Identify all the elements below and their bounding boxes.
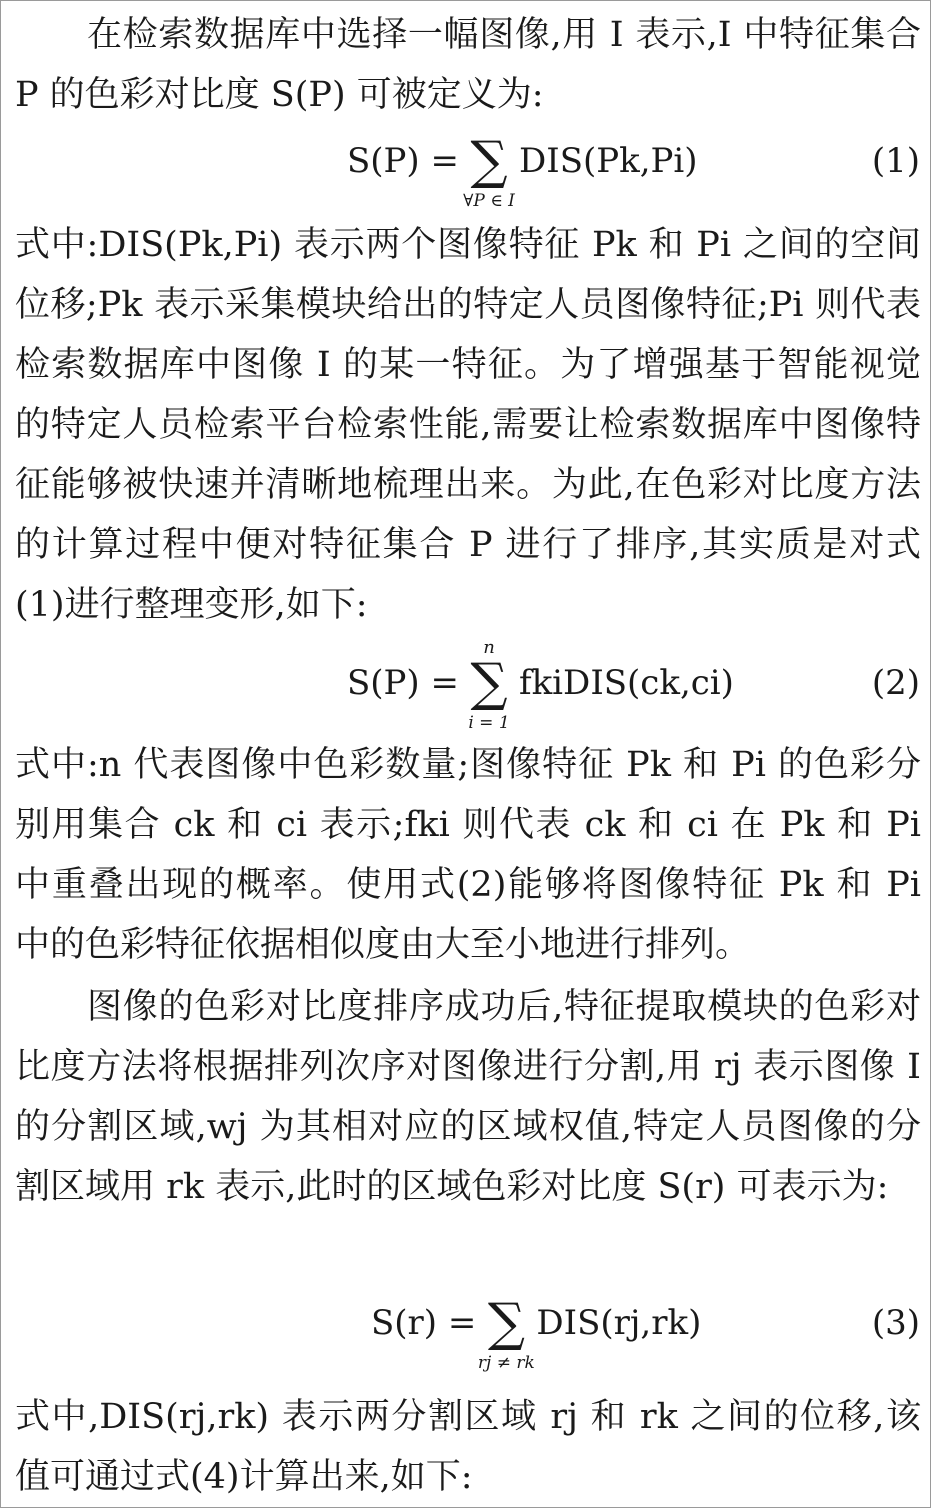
equation-1-rhs: DIS(Pk,Pi) <box>519 141 698 181</box>
equation-1-number: (1) <box>871 141 920 181</box>
equation-2-sum-upper: n <box>483 637 495 658</box>
paragraph-1 <box>15 5 921 125</box>
equation-1-lhs: S(P) = <box>347 141 459 181</box>
equation-2-number: (2) <box>871 663 920 703</box>
paragraph-5 <box>15 1387 921 1507</box>
paragraph-4 <box>15 977 921 1217</box>
paragraph-2-text: 式中:DIS(Pk,Pi) 表示两个图像特征 Pk 和 Pi 之间的空间位移;Pk 表示采集模块给出的特定人员图像特征;Pi 则代表检索数据库中图像 I 的某一特征。为了增强基于智能视觉的特定人员检索平台检索性能,需要让检索数据库中图像特征能够被快速并清晰地梳理出来。为此,在色彩对比度方法的计算过程中便对特征集合 P 进行了排序,其实质是对式(1)进行整理变形,如下: <box>15 225 921 625</box>
equation-3-lhs: S(r) = <box>371 1303 477 1343</box>
equation-2-sum-lower: i = 1 <box>468 713 510 733</box>
equation-2-lhs: S(P) = <box>347 663 459 703</box>
equation-1-sum-lower: ∀P ∈ I <box>463 191 515 211</box>
paragraph-3 <box>15 735 921 975</box>
equation-3-number: (3) <box>871 1303 920 1343</box>
equation-3-sum-lower: rj ≠ rk <box>477 1353 535 1373</box>
equation-1 <box>1 129 933 219</box>
summation-symbol-3: ∑ rj ≠ rk <box>480 1291 532 1349</box>
paragraph-1-text: 在检索数据库中选择一幅图像,用 I 表示,I 中特征集合 P 的色彩对比度 S(P) 可被定义为: <box>15 15 921 115</box>
paragraph-2 <box>15 215 921 635</box>
paragraph-3-text: 式中:n 代表图像中色彩数量;图像特征 Pk 和 Pi 的色彩分别用集合 ck 和 ci 表示;fki 则代表 ck 和 ci 在 Pk 和 Pi 中重叠出现的概率。使用式(2)能够将图像特征 Pk 和 Pi 中的色彩特征依据相似度由大至小地进行排列。 <box>15 745 921 965</box>
summation-symbol-1: ∑ ∀P ∈ I <box>463 129 515 187</box>
paragraph-5-text: 式中,DIS(rj,rk) 表示两分割区域 rj 和 rk 之间的位移,该值可通过式(4)计算出来,如下: <box>15 1397 921 1497</box>
paragraph-4-text: 图像的色彩对比度排序成功后,特征提取模块的色彩对比度方法将根据排列次序对图像进行分割,用 rj 表示图像 I 的分割区域,wj 为其相对应的区域权值,特定人员图像的分割区域用 rk 表示,此时的区域色彩对比度 S(r) 可表示为: <box>15 987 921 1207</box>
equation-3-rhs: DIS(rj,rk) <box>536 1303 702 1343</box>
equation-2-rhs: fkiDIS(ck,ci) <box>519 663 734 703</box>
equation-3 <box>1 1291 933 1381</box>
summation-symbol-2: n ∑ i = 1 <box>463 651 515 709</box>
equation-2 <box>1 637 933 741</box>
